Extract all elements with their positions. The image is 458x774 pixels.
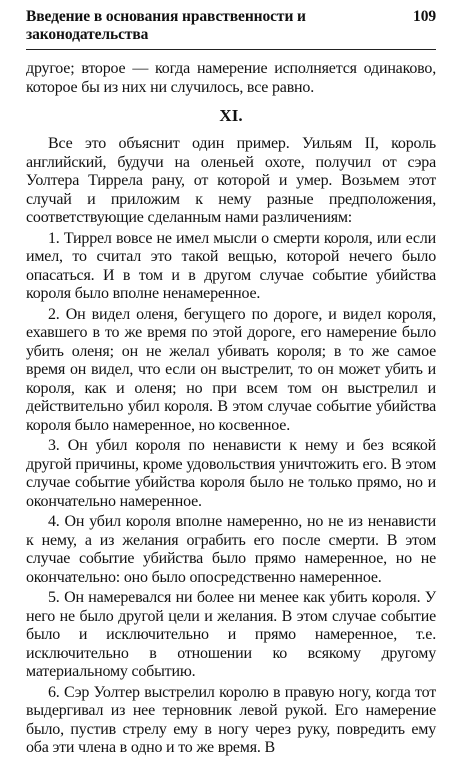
running-header xyxy=(26,0,436,50)
body-text xyxy=(26,60,436,758)
running-header-title: Введение в основания нравственности и законодательства xyxy=(26,8,306,43)
paragraph-case-4: 4. Он убил короля вполне намеренно, но не из ненависти к нему, а из желания ограбить его после смерти. В этом случае событие убийства было прямо намеренное, но не окончательно: оно было опосредственно намеренное. xyxy=(26,513,436,586)
opening-paragraph: другое; второе — когда намерение исполняется одинаково, которое бы из них ни случилось, все равно. xyxy=(26,60,436,96)
paragraph-case-2: 2. Он видел оленя, бегущего по дороге, и видел короля, ехавшего в то же время по этой дороге, его намерение было убить оленя; он не желал убивать короля; в то же самое время он видел, что если он выстрелит, то он может убить и короля, как и оленя; но при всем том он выстрелил и действительно убил короля. В этом случае событие убийства короля было намеренное, но косвенное. xyxy=(26,305,436,434)
paragraph-case-5: 5. Он намеревался ни более ни менее как убить короля. У него не было другой цели и желания. В этом случае событие было и исключительно и прямо намеренное, т.е. исключительно в отношении ко всякому другому материальному событию. xyxy=(26,589,436,680)
paragraph-case-3: 3. Он убил короля по ненависти к нему и без всякой другой причины, кроме удовольствия уничтожить его. В этом случае событие убийства короля было не только прямо, но и окончательно намеренное. xyxy=(26,437,436,510)
section-heading: XI. xyxy=(219,106,243,125)
paragraph-intro: Все это объяснит один пример. Уильям II, король английский, будучи на оленьей охоте, получил от сэра Уолтера Тиррела рану, от которой и умер. Возьмем этот случай и приложим к нему разные предположения, соответствующие сделанным нами различениям: xyxy=(26,135,436,226)
paragraph-case-6: 6. Сэр Уолтер выстрелил королю в правую ногу, когда тот выдергивал из нее терновник левой рукой. Его намерение было, пустив стрелу ему в ногу через руку, повредить ему оба эти члена в одно и то же время. В xyxy=(26,683,436,756)
page-number: 109 xyxy=(413,8,436,25)
paragraph-case-1: 1. Тиррел вовсе не имел мысли о смерти короля, или если имел, то считал это такой вещью, которой нечего было опасаться. И в том и в другом случае событие убийства короля было вполне ненамеренное. xyxy=(26,229,436,302)
